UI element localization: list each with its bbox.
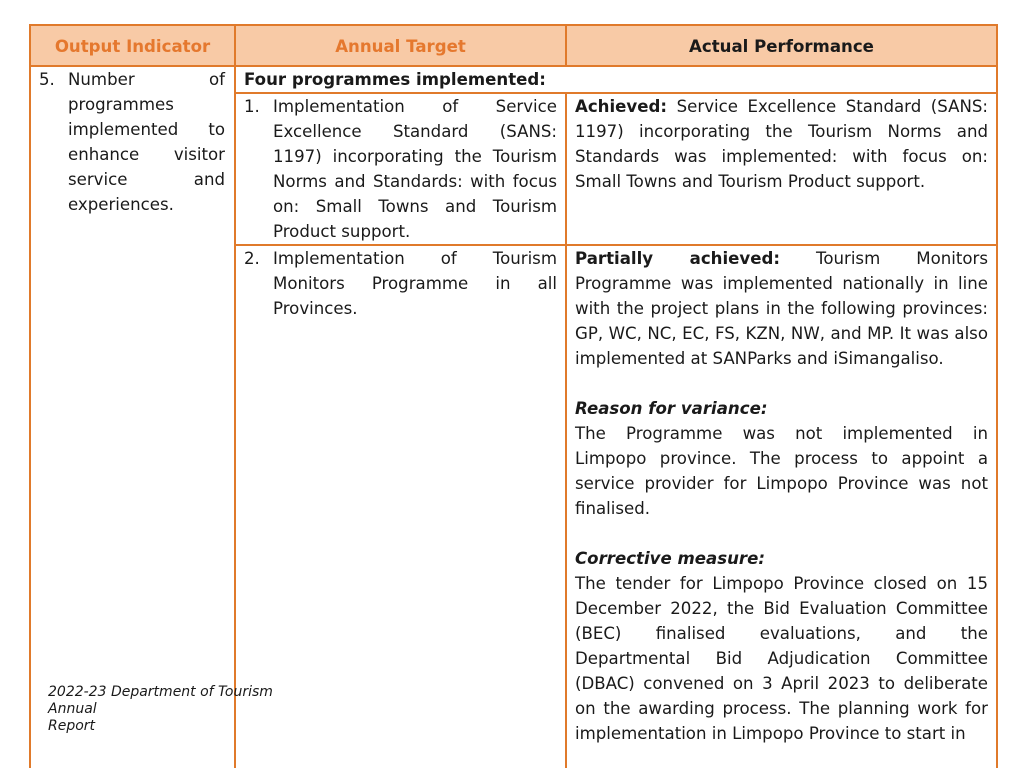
indicator-item (39, 67, 225, 217)
performance-body-1: Service Excellence Standard (SANS: 1197) incorporating the Tourism Norms and Standards was implemented: with focus on: Small Towns and Tourism Product support. (575, 97, 989, 191)
performance-cell-2 (566, 245, 997, 768)
table-header-row (30, 25, 997, 66)
target-cell-1 (235, 93, 566, 245)
variance-heading: Reason for variance: (575, 399, 768, 418)
performance-body-2: Tourism Monitors Programme was implemented nationally in line with the project plans in the following provinces: GP, WC, NC, EC, FS, KZN, NW, and MP. It was also implemented at SANParks and iSimangaliso. (575, 249, 988, 368)
indicator-text: Number of programmes implemented to enhance visitor service and experiences. (68, 70, 225, 214)
header-actual-performance: Actual Performance (566, 25, 997, 66)
target-text-2: Implementation of Tourism Monitors Programme in all Provinces. (273, 249, 557, 318)
header-output-indicator: Output Indicator (30, 25, 235, 66)
indicator-number: 5. (39, 70, 55, 89)
performance-text-2 (575, 246, 988, 371)
performance-text-1 (575, 94, 988, 194)
output-indicator-cell (30, 66, 235, 768)
footer-report-title (48, 684, 308, 735)
status-label-1: Achieved: (575, 97, 668, 116)
target-text-1: Implementation of Service Excellence Standard (SANS: 1197) incorporating the Tourism Norms and Standards: with focus on: Small Towns and Tourism Product support. (273, 97, 557, 241)
variance-text: The Programme was not implemented in Limpopo province. The process to appoint a service provider for Limpopo Province was not finalised. (575, 424, 988, 518)
footer-line-1: 2022-23 Department of Tourism Annual (48, 684, 273, 717)
target-item-1 (244, 94, 557, 244)
footer-line-2: Report (48, 718, 96, 734)
spacer (575, 521, 988, 546)
status-label-2: Partially achieved: (575, 249, 780, 268)
target-heading: Four programmes implemented: (244, 70, 546, 89)
target-item-2 (244, 246, 557, 321)
header-annual-target: Annual Target (235, 25, 566, 66)
target-heading-cell (235, 66, 997, 93)
target-number-1: 1. (244, 97, 260, 116)
corrective-heading: Corrective measure: (575, 549, 766, 568)
corrective-text: The tender for Limpopo Province closed on 15 December 2022, the Bid Evaluation Committee (BEC) finalised evaluations, and the Departmental Bid Adjudication Committee (DBAC) convened on 3 April 2023 to deliberate on the awarding process. The planning work for implementation in Limpopo Province to start in (575, 574, 988, 743)
spacer (575, 371, 988, 396)
performance-cell-1 (566, 93, 997, 245)
performance-table (29, 24, 998, 768)
target-number-2: 2. (244, 249, 260, 268)
target-heading-row (30, 66, 997, 93)
